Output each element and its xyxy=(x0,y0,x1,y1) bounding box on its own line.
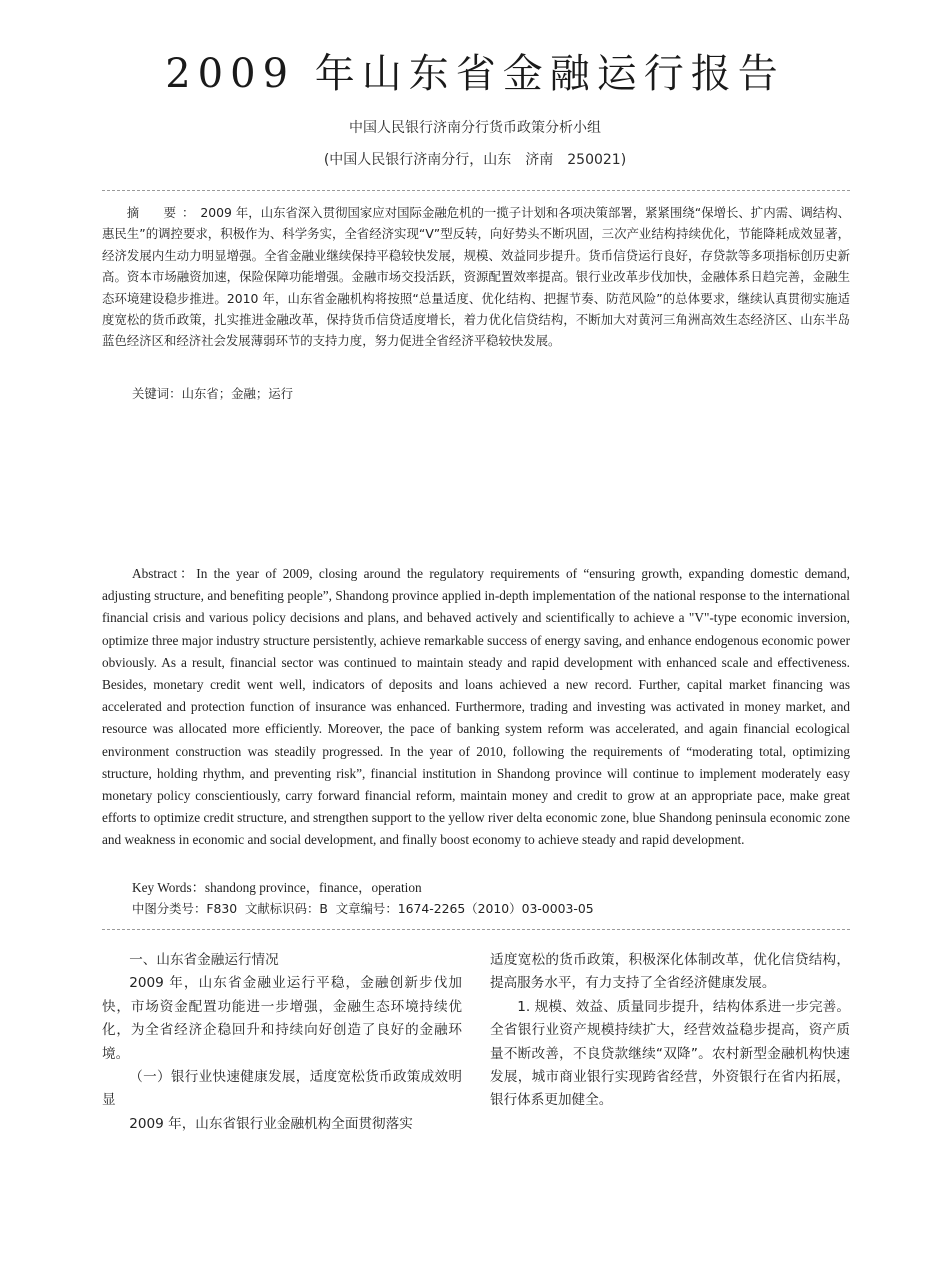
affiliation-line: (中国人民银行济南分行，山东 济南 250021) xyxy=(323,152,627,168)
body-column-left xyxy=(102,949,462,1136)
chinese-abstract-text: 2009 年，山东省深入贯彻国家应对国际金融危机的一揽子计划和各项决策部署，紧紧围绕“保增长、扩内需、调结构、惠民生”的调控要求，积极作为、科学务实，全省经济实现“V”型反转，向好势头不断巩固，三次产业结构持续优化，节能降耗成效显著，经济发展内生动力明显增强。全省金融业继续保持平稳较快发展，规模、效益同步提升。货币信贷运行良好，存贷款等多项指标创历史新高。资本市场融资加速，保险保障功能增强。金融市场交投活跃，资源配置效率提高。银行业改革步伐加快，金融体系日趋完善，金融生态环境建设稳步推进。2010 年，山东省金融机构将按照“总量适度、优化结构、把握节奏、防范风险”的总体要求，继续认真贯彻实施适度宽松的货币政策，扎实推进金融改革，保持货币信贷适度增长，着力优化信贷结构，不断加大对黄河三角洲高效生态经济区、山东半岛蓝色经济区和经济社会发展薄弱环节的支持力度，努力促进全省经济平稳较快发展。 xyxy=(102,205,851,349)
author-line: 中国人民银行济南分行货币政策分析小组 xyxy=(349,120,601,136)
doc-code: B xyxy=(319,901,328,916)
subsection-heading: （一）银行业快速健康发展，适度宽松货币政策成效明显 xyxy=(102,1069,462,1109)
body-paragraph: 1. 规模、效益、质量同步提升，结构体系进一步完善。全省银行业资产规模持续扩大，经营效益稳步提高，资产质量不断改善，不良贷款继续“双降”。农村新型金融机构快速发展，城市商业银行实现跨省经营，外资银行在省内拓展，银行体系更加健全。 xyxy=(490,998,850,1109)
article-title: 2009 年山东省金融运行报告 xyxy=(165,51,785,97)
chinese-abstract xyxy=(102,202,850,352)
doc-code-label: 文献标识码： xyxy=(245,901,320,916)
english-keywords-label: Key Words： xyxy=(132,880,205,895)
section-heading: 一、山东省金融运行情况 xyxy=(129,952,279,968)
body-paragraph: 2009 年，山东省银行业金融机构全面贯彻落实 xyxy=(129,1115,413,1132)
body-column-right xyxy=(490,949,850,1113)
clc-label: 中图分类号： xyxy=(132,901,207,916)
english-abstract-label: Abstract： xyxy=(132,566,197,581)
body-divider xyxy=(102,929,850,930)
classification-line xyxy=(132,899,850,917)
chinese-abstract-label: 摘 要： xyxy=(126,205,201,220)
article-no: 1674-2265（2010）03-0003-05 xyxy=(397,901,594,916)
english-abstract xyxy=(102,563,850,852)
body-paragraph-continued: 适度宽松的货币政策，积极深化体制改革，优化信贷结构，提高服务水平，有力支持了全省经济健康发展。 xyxy=(490,952,850,992)
english-keywords xyxy=(132,877,850,896)
clc-code: F830 xyxy=(206,901,238,916)
english-abstract-text: In the year of 2009, closing around the regulatory requirements of “ensuring growth, expanding domestic demand, adjusting structure, and benefiting people”, Shandong province applied in-depth implementation of the national response to the international financial crisis and various policy decisions and plans, and behaved actively and scientifically to achieve a "V"-type economic inversion, optimize three major industry structure persistently, achieve remarkable success of energy saving, and enhance endogenous economic power obviously. As a result, financial sector was continued to maintain steady and rapid development with enhanced scale and effectiveness. Besides, monetary credit went well, indicators of deposits and loans achieved a new record. Further, capital market financing was accelerated and protection function of insurance was enhanced. Furthermore, trading and investing was activated in money market, and resource was allocated more efficiently. Moreover, the pace of banking system reform was accelerated, and again financial ecological environment construction was steadily progressed. In the year of 2010, following the requirements of “moderating total, optimizing structure, holding rhythm, and preventing risk”, financial institution in Shandong province will continue to implement moderately easy monetary policy conscientiously, carry forward financial reform, maintain money and credit to grow at an appropriate pace, make great efforts to optimize credit structure, and strengthen support to the yellow river delta economic zone, blue Shandong peninsula economic zone and weakness in economic and social development, and finally boost economy to achieve steady and rapid development. xyxy=(102,566,850,848)
chinese-keywords-label: 关键词： xyxy=(132,386,182,401)
top-divider xyxy=(102,190,850,191)
english-keywords-text: shandong province，finance，operation xyxy=(204,880,422,895)
chinese-keywords-text: 山东省；金融；运行 xyxy=(181,386,294,401)
chinese-keywords xyxy=(132,384,850,402)
body-paragraph: 2009 年，山东省金融业运行平稳，金融创新步伐加快，市场资金配置功能进一步增强，金融生态环境持续优化，为全省经济企稳回升和持续向好创造了良好的金融环境。 xyxy=(102,975,462,1062)
article-no-label: 文章编号： xyxy=(335,901,398,916)
